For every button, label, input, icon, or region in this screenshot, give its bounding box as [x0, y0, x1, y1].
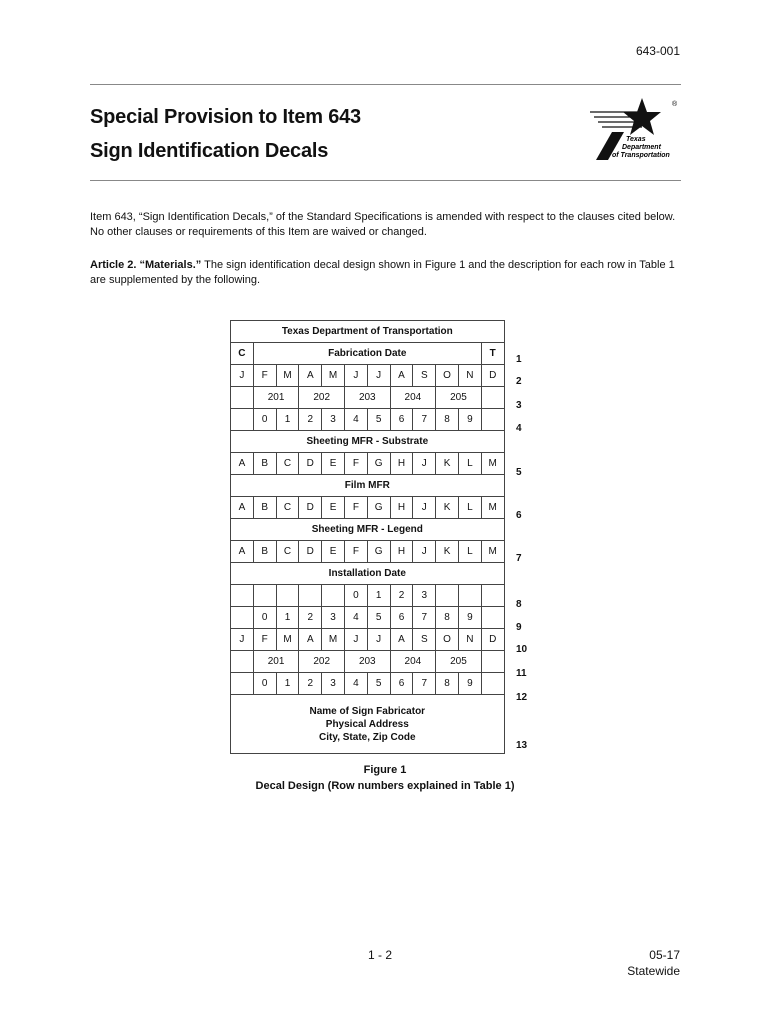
- article-text: The sign identification decal design shown in Figure 1 and the description for each row in Table 1 are supplemented by the following.: [90, 259, 675, 286]
- letter-cell: J: [413, 541, 436, 563]
- decal-cell: [481, 585, 504, 607]
- article-heading: Article 2. “Materials.”: [90, 259, 202, 271]
- month-cell: F: [253, 629, 276, 651]
- figure-label: Figure 1: [363, 764, 407, 776]
- digit-cell: 3: [413, 585, 436, 607]
- row-number: 2: [516, 376, 522, 387]
- digit-cell: 0: [253, 673, 276, 695]
- header-bottom-rule: [90, 180, 681, 181]
- digit-cell: 9: [458, 607, 481, 629]
- digit-cell: 4: [344, 409, 367, 431]
- letter-cell: L: [458, 541, 481, 563]
- digit-cell: 0: [253, 409, 276, 431]
- decal-cell: [231, 607, 254, 629]
- decal-cell: [481, 409, 504, 431]
- decal-cell: [481, 673, 504, 695]
- month-cell: A: [299, 629, 322, 651]
- month-cell: S: [413, 629, 436, 651]
- month-cell: J: [344, 365, 367, 387]
- month-cell: M: [276, 365, 299, 387]
- year-cell: 201: [253, 651, 299, 673]
- letter-cell: M: [481, 541, 504, 563]
- digit-cell: 4: [344, 673, 367, 695]
- decal-cell: [231, 651, 254, 673]
- digit-cell: 9: [458, 409, 481, 431]
- decal-row: [231, 673, 505, 695]
- decal-row: [231, 629, 505, 651]
- decal-cell: [322, 585, 345, 607]
- row-number: 3: [516, 400, 522, 411]
- row-number: 12: [516, 692, 528, 703]
- year-cell: 205: [436, 651, 482, 673]
- digit-cell: 8: [436, 607, 459, 629]
- digit-cell: 1: [276, 607, 299, 629]
- decal-row: [231, 651, 505, 673]
- figure-caption: Decal Design (Row numbers explained in Table 1): [255, 780, 515, 792]
- decal-row: [231, 497, 505, 519]
- month-cell: A: [299, 365, 322, 387]
- row-number: 6: [516, 510, 522, 521]
- digit-cell: 1: [276, 673, 299, 695]
- row-number: 9: [516, 622, 522, 633]
- logo-text-3: of Transportation: [612, 152, 670, 159]
- digit-cell: 6: [390, 409, 413, 431]
- decal-row: [231, 365, 505, 387]
- digit-cell: 0: [344, 585, 367, 607]
- letter-cell: E: [322, 497, 345, 519]
- month-cell: D: [481, 365, 504, 387]
- digit-cell: 2: [299, 607, 322, 629]
- decal-row: [231, 695, 505, 754]
- decal-row: [231, 607, 505, 629]
- digit-cell: 6: [390, 673, 413, 695]
- digit-cell: 6: [390, 607, 413, 629]
- digit-cell: 5: [367, 673, 390, 695]
- decal-cell: [231, 409, 254, 431]
- digit-cell: 1: [276, 409, 299, 431]
- year-cell: 205: [436, 387, 482, 409]
- row-number: 10: [516, 644, 528, 655]
- logo-text-2: Department: [622, 144, 661, 151]
- page-title-line2: Sign Identification Decals: [90, 140, 329, 162]
- footer-page-number: 1 - 2: [367, 948, 392, 962]
- digit-cell: 4: [344, 607, 367, 629]
- decal-row: [231, 431, 505, 453]
- letter-cell: G: [367, 541, 390, 563]
- letter-cell: J: [413, 497, 436, 519]
- month-cell: O: [436, 629, 459, 651]
- letter-cell: M: [481, 497, 504, 519]
- letter-cell: L: [458, 453, 481, 475]
- letter-cell: C: [276, 541, 299, 563]
- decal-cell: [481, 607, 504, 629]
- row-number: 5: [516, 467, 522, 478]
- month-cell: J: [231, 629, 254, 651]
- row-number: 4: [516, 423, 522, 434]
- fabricator-block: [231, 695, 505, 754]
- letter-cell: D: [299, 497, 322, 519]
- month-cell: M: [276, 629, 299, 651]
- digit-cell: 1: [367, 585, 390, 607]
- digit-cell: 3: [322, 607, 345, 629]
- letter-cell: D: [299, 453, 322, 475]
- row-number: 1: [516, 354, 522, 365]
- fabricator-name: Name of Sign Fabricator: [309, 705, 426, 717]
- letter-cell: A: [231, 541, 254, 563]
- decal-header: Texas Department of Transportation: [231, 321, 505, 343]
- decal-row: [231, 585, 505, 607]
- decal-row: [231, 453, 505, 475]
- letter-cell: A: [231, 453, 254, 475]
- month-cell: D: [481, 629, 504, 651]
- letter-cell: M: [481, 453, 504, 475]
- decal-code-c: C: [231, 343, 254, 365]
- decal-row: [231, 387, 505, 409]
- month-cell: J: [231, 365, 254, 387]
- year-cell: 202: [299, 387, 345, 409]
- year-cell: 203: [344, 387, 390, 409]
- logo-text-1: Texas: [626, 136, 646, 143]
- decal-cell: [231, 673, 254, 695]
- letter-cell: K: [436, 453, 459, 475]
- decal-row: [231, 475, 505, 497]
- decal-code-t: T: [481, 343, 504, 365]
- page-title-line1: Special Provision to Item 643: [90, 106, 361, 128]
- letter-cell: D: [299, 541, 322, 563]
- letter-cell: C: [276, 453, 299, 475]
- month-cell: J: [367, 629, 390, 651]
- letter-cell: H: [390, 541, 413, 563]
- month-cell: S: [413, 365, 436, 387]
- decal-cell: [253, 585, 276, 607]
- month-cell: J: [367, 365, 390, 387]
- logo-registered-mark: ®: [672, 101, 678, 108]
- decal-row: [231, 519, 505, 541]
- letter-cell: H: [390, 453, 413, 475]
- decal-row: [231, 409, 505, 431]
- month-cell: J: [344, 629, 367, 651]
- digit-cell: 7: [413, 673, 436, 695]
- decal-cell: [276, 585, 299, 607]
- intro-paragraph: Item 643, “Sign Identification Decals,” of the Standard Specifications is amended with respect to the clauses cited below. No other clauses or requirements of this Item are waived or changed.: [90, 211, 676, 238]
- decal-cell: [458, 585, 481, 607]
- digit-cell: 3: [322, 409, 345, 431]
- row-number: 13: [516, 740, 528, 751]
- film-header: Film MFR: [231, 475, 505, 497]
- digit-cell: 5: [367, 607, 390, 629]
- decal-cell: [436, 585, 459, 607]
- digit-cell: 8: [436, 673, 459, 695]
- month-cell: M: [322, 365, 345, 387]
- year-cell: 203: [344, 651, 390, 673]
- letter-cell: B: [253, 497, 276, 519]
- installation-date-header: Installation Date: [231, 563, 505, 585]
- year-cell: 201: [253, 387, 299, 409]
- month-cell: A: [390, 629, 413, 651]
- year-cell: 204: [390, 651, 436, 673]
- decal-row: [231, 541, 505, 563]
- month-cell: O: [436, 365, 459, 387]
- fabricator-city: City, State, Zip Code: [319, 731, 416, 743]
- letter-cell: B: [253, 541, 276, 563]
- month-cell: A: [390, 365, 413, 387]
- sheeting-legend-header: Sheeting MFR - Legend: [231, 519, 505, 541]
- letter-cell: G: [367, 497, 390, 519]
- decal-design-figure: [230, 320, 505, 754]
- letter-cell: H: [390, 497, 413, 519]
- sheeting-substrate-header: Sheeting MFR - Substrate: [231, 431, 505, 453]
- month-cell: M: [322, 629, 345, 651]
- letter-cell: F: [344, 541, 367, 563]
- letter-cell: B: [253, 453, 276, 475]
- footer-scope: Statewide: [627, 964, 680, 978]
- decal-cell: [299, 585, 322, 607]
- decal-row: [231, 563, 505, 585]
- footer-date: 05-17: [649, 948, 680, 962]
- fabrication-date-header: Fabrication Date: [253, 343, 481, 365]
- letter-cell: C: [276, 497, 299, 519]
- month-cell: N: [458, 365, 481, 387]
- decal-cell: [231, 585, 254, 607]
- digit-cell: 9: [458, 673, 481, 695]
- decal-cell: [481, 651, 504, 673]
- fabricator-address: Physical Address: [325, 718, 409, 730]
- row-number: 11: [516, 668, 527, 679]
- letter-cell: A: [231, 497, 254, 519]
- digit-cell: 8: [436, 409, 459, 431]
- letter-cell: E: [322, 541, 345, 563]
- decal-cell: [231, 387, 254, 409]
- letter-cell: F: [344, 453, 367, 475]
- letter-cell: E: [322, 453, 345, 475]
- letter-cell: G: [367, 453, 390, 475]
- year-cell: 204: [390, 387, 436, 409]
- digit-cell: 2: [299, 673, 322, 695]
- document-number: 643-001: [635, 44, 680, 58]
- decal-row: [231, 321, 505, 343]
- row-number: 7: [516, 553, 522, 564]
- digit-cell: 0: [253, 607, 276, 629]
- year-cell: 202: [299, 651, 345, 673]
- row-number: 8: [516, 599, 522, 610]
- letter-cell: L: [458, 497, 481, 519]
- decal-cell: [481, 387, 504, 409]
- top-rule: [90, 84, 681, 85]
- decal-row: [231, 343, 505, 365]
- digit-cell: 7: [413, 607, 436, 629]
- digit-cell: 3: [322, 673, 345, 695]
- letter-cell: F: [344, 497, 367, 519]
- letter-cell: K: [436, 541, 459, 563]
- txdot-logo: [588, 94, 684, 164]
- letter-cell: J: [413, 453, 436, 475]
- digit-cell: 5: [367, 409, 390, 431]
- month-cell: N: [458, 629, 481, 651]
- month-cell: F: [253, 365, 276, 387]
- digit-cell: 2: [390, 585, 413, 607]
- digit-cell: 2: [299, 409, 322, 431]
- materials-paragraph: [90, 258, 680, 288]
- letter-cell: K: [436, 497, 459, 519]
- digit-cell: 7: [413, 409, 436, 431]
